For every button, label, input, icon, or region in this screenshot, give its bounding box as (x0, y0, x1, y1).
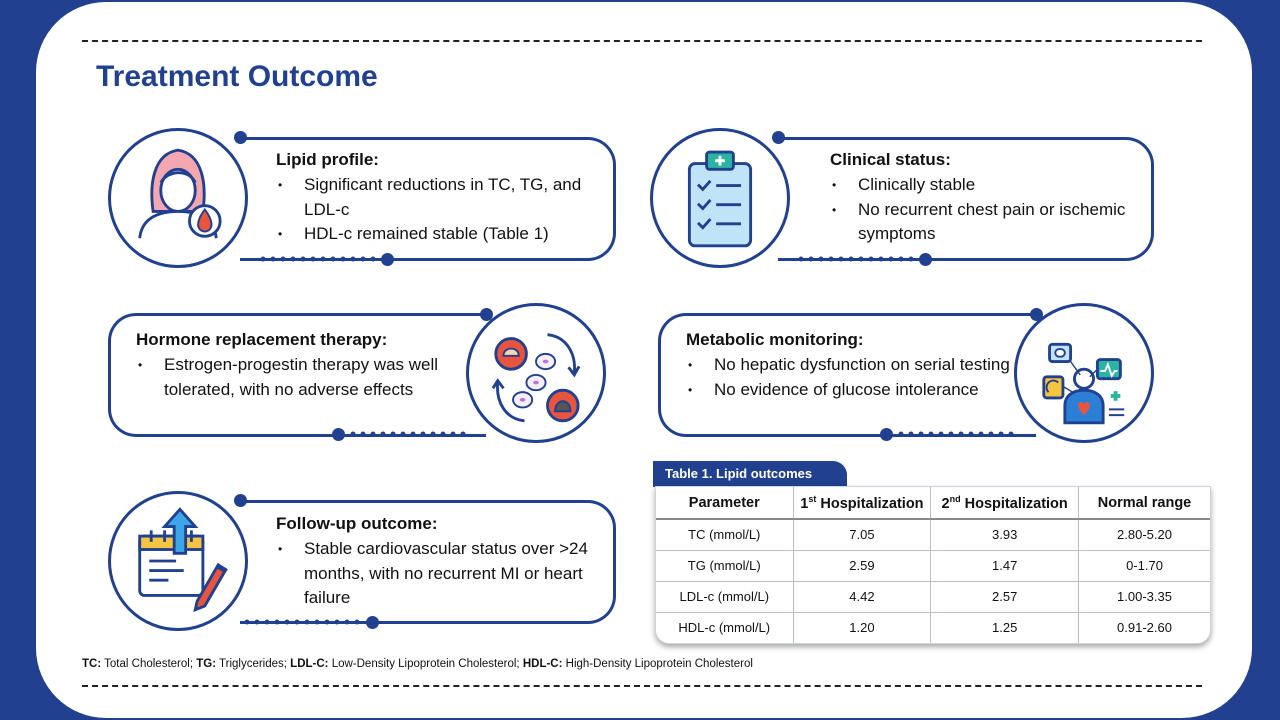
metabolic-monitoring-text (686, 330, 1016, 402)
hormone-therapy-end-dot (332, 428, 345, 441)
follow-up-heading: Follow-up outcome: (276, 514, 438, 533)
abbreviation-footnote: TC: Total Cholesterol; TG: Triglycerides; LDL-C: Low-Density Lipoprotein Cholesterol; HDL-C: High-Density Lipoprotein Cholesterol (82, 658, 753, 670)
cell-second: 1.25 (931, 612, 1079, 643)
follow-up-text (276, 514, 596, 611)
table-row (656, 550, 1210, 581)
metabolic-monitoring-bullets (686, 353, 1016, 402)
bullet-item: • Estrogen-progestin therapy was well tolerated, with no adverse effects (136, 353, 456, 402)
lipid-profile-heading: Lipid profile: (276, 150, 379, 169)
cell-first: 7.05 (793, 519, 931, 550)
header-normal-range: Normal range (1079, 487, 1210, 519)
cell-normal: 1.00-3.35 (1079, 581, 1210, 612)
page-title: Treatment Outcome (96, 60, 378, 93)
health-monitoring-person-icon (1014, 303, 1154, 443)
bullet-item: • Stable cardiovascular status over >24 months, with no recurrent MI or heart failure (276, 537, 596, 611)
calendar-upward-arrow-icon (108, 491, 248, 631)
clinical-status-end-dot (919, 253, 932, 266)
top-dashed-divider (82, 40, 1202, 42)
cell-normal: 0.91-2.60 (1117, 620, 1172, 636)
cell-second: 3.93 (931, 519, 1079, 550)
bullet-item: • HDL-c remained stable (Table 1) (276, 222, 606, 247)
table-row (656, 519, 1210, 550)
follow-up-dotted-line (242, 619, 362, 625)
table-header-row (656, 487, 1210, 519)
bullet-item: • Significant reductions in TC, TG, and LDL-c (276, 173, 606, 222)
clinical-status-heading: Clinical status: (830, 150, 951, 169)
follow-up-frame-dot (234, 494, 247, 507)
cell-second: 1.47 (931, 550, 1079, 581)
cell-normal: 0-1.70 (1079, 550, 1210, 581)
lipid-outcomes-table (655, 486, 1211, 644)
bottom-dashed-divider (82, 685, 1202, 687)
lipid-profile-text (276, 150, 606, 247)
table-label: Table 1. Lipid outcomes (653, 461, 847, 487)
follow-up-end-dot (366, 616, 379, 629)
clinical-status-bullets (830, 173, 1140, 247)
hormone-cells-cycle-icon (466, 303, 606, 443)
bullet-item: • No hepatic dysfunction on serial testing (686, 353, 1016, 378)
bullet-item: • No recurrent chest pain or ischemic symptoms (830, 198, 1140, 247)
bullet-item: • Clinically stable (830, 173, 1140, 198)
bullet-item: • No evidence of glucose intolerance (686, 378, 1016, 403)
metabolic-monitoring-dotted-line (896, 431, 1016, 437)
clinical-status-dotted-line (796, 256, 916, 262)
lipid-profile-end-dot (381, 253, 394, 266)
follow-up-bullets (276, 537, 596, 611)
table-row (656, 581, 1210, 612)
cell-parameter: HDL-c (mmol/L) (656, 612, 793, 643)
hormone-therapy-heading: Hormone replacement therapy: (136, 330, 388, 349)
lipid-profile-frame-dot (234, 131, 247, 144)
cell-parameter: LDL-c (mmol/L) (656, 581, 793, 612)
hormone-therapy-bullets (136, 353, 456, 402)
cell-first: 2.59 (793, 550, 931, 581)
clinical-status-text (830, 150, 1140, 247)
hormone-therapy-text (136, 330, 456, 402)
header-second-hospitalization: 2nd Hospitalization (931, 487, 1079, 519)
lipid-profile-dotted-line (258, 256, 378, 262)
lipid-profile-bullets (276, 173, 606, 247)
cell-first: 1.20 (793, 612, 931, 643)
header-first-hospitalization: 1st Hospitalization (793, 487, 931, 519)
header-parameter: Parameter (656, 487, 793, 519)
cell-first: 4.42 (793, 581, 931, 612)
cell-parameter: TG (mmol/L) (656, 550, 793, 581)
woman-blood-drop-icon (108, 128, 248, 268)
metabolic-monitoring-end-dot (880, 428, 893, 441)
metabolic-monitoring-heading: Metabolic monitoring: (686, 330, 864, 349)
clipboard-checklist-icon (650, 128, 790, 268)
cell-second: 2.57 (931, 581, 1079, 612)
clinical-status-frame-dot (772, 131, 785, 144)
cell-parameter: TC (mmol/L) (656, 519, 793, 550)
table-row (656, 612, 1210, 643)
cell-normal: 2.80-5.20 (1079, 519, 1210, 550)
hormone-therapy-dotted-line (348, 431, 468, 437)
